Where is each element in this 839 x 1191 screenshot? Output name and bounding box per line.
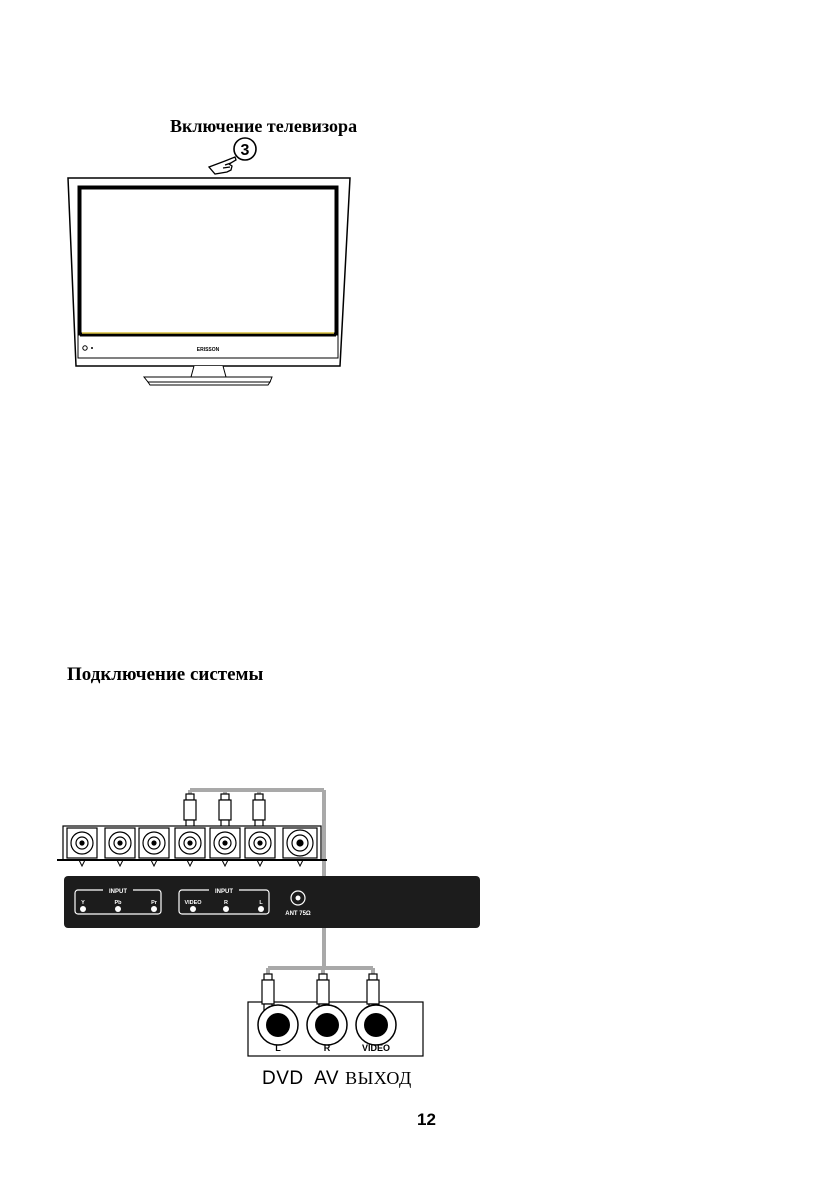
- dvd-label-l: L: [275, 1043, 281, 1053]
- port-label-video: VIDEO: [184, 900, 202, 906]
- tv-brand-logo: ERISSON: [196, 347, 220, 353]
- dvd-plug-left: [262, 974, 274, 1010]
- antenna-jack: [283, 828, 317, 858]
- tv-input-label-panel: [64, 876, 480, 928]
- system-connection-heading: Подключение системы: [67, 664, 264, 685]
- television-illustration: [66, 176, 356, 390]
- component-input-label: INPUT: [109, 889, 127, 895]
- port-label-r: R: [224, 900, 228, 906]
- port-label-pb: Pb: [114, 900, 122, 906]
- dvd-av-caption: DVD AV: [262, 1068, 340, 1089]
- component-pb-jack: [105, 828, 135, 858]
- component-pr-jack: [139, 828, 169, 858]
- dvd-output-panel: [248, 974, 423, 1056]
- av-connection-diagram: [55, 780, 485, 1070]
- dvd-jack-right: [307, 1005, 347, 1045]
- port-label-pr: Pr: [151, 900, 157, 906]
- av-left-jack: [245, 828, 275, 858]
- output-caption: ВЫХОД: [345, 1068, 412, 1088]
- dvd-label-r: R: [323, 1043, 331, 1053]
- tv-power-on-heading: Включение телевизора: [170, 116, 358, 136]
- step-number: 3: [240, 142, 250, 159]
- hand-icon: [209, 157, 236, 174]
- dvd-av-output-caption: [262, 1068, 412, 1090]
- rca-plug-video: [184, 794, 196, 828]
- tv-side-jack-row: [57, 826, 327, 866]
- rca-plug-left: [253, 794, 265, 828]
- dvd-jack-video: [356, 1005, 396, 1045]
- pointing-hand-step-icon: [205, 136, 265, 180]
- rca-plug-right: [219, 794, 231, 828]
- av-input-label: INPUT: [215, 889, 233, 895]
- port-label-l: L: [259, 900, 263, 906]
- port-label-y: Y: [81, 900, 85, 906]
- av-right-jack: [210, 828, 240, 858]
- tv-stand-base: [144, 377, 272, 382]
- dvd-label-video: VIDEO: [361, 1043, 391, 1053]
- tv-stand-neck: [191, 366, 226, 377]
- antenna-label: ANT 75Ω: [285, 911, 311, 917]
- dvd-jack-left: [258, 1005, 298, 1045]
- component-y-jack: [67, 828, 97, 858]
- page-number: 12: [417, 1110, 436, 1129]
- tv-screen: [80, 188, 336, 334]
- av-video-jack: [175, 828, 205, 858]
